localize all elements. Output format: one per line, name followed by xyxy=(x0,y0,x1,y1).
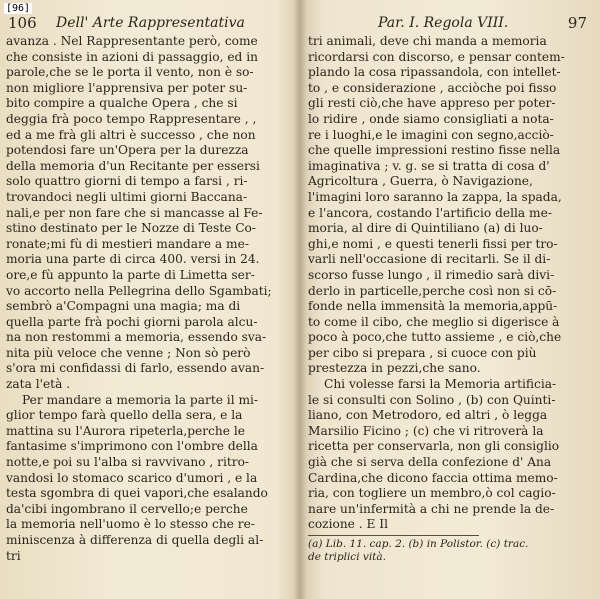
left-page-number: 106 xyxy=(8,14,37,32)
text-line: non migliore l'apprensiva per poter su- xyxy=(6,80,248,95)
left-running-head xyxy=(6,12,291,34)
book-gutter xyxy=(293,0,307,599)
right-body-text xyxy=(308,34,593,533)
text-line: per cibo si prepara , si cuoce con più xyxy=(308,345,537,360)
text-line: avanza . Nel Rappresentante però, come xyxy=(6,34,258,48)
right-running-title: Par. I. Regola VIII. xyxy=(378,15,509,31)
text-line: già che si serva della confezione d' Ana xyxy=(308,455,552,470)
text-line: che consiste in azioni di passaggio, ed in xyxy=(6,49,258,64)
text-line: da'cibi ingombrano il cervello;e perche xyxy=(6,501,248,516)
text-line: stino destinato per le Nozze di Teste Co- xyxy=(6,221,257,236)
right-page-number: 97 xyxy=(567,14,587,32)
right-page xyxy=(308,12,593,597)
footnote-line: (a) Lib. 11. cap. 2. (b) in Polistor. (c) trac. xyxy=(308,538,529,550)
text-line: vo accorto nella Pellegrina dello Sgambati; xyxy=(6,283,272,298)
left-running-title: Dell' Arte Rappresentativa xyxy=(56,15,245,31)
text-line: na non restommi a memoria, essendo sva- xyxy=(6,330,267,345)
text-line: deggia frà poco tempo Rappresentare , , xyxy=(6,111,257,126)
text-line: tri animali, deve chi manda a memoria xyxy=(308,34,547,48)
scan-page-label: [96] xyxy=(6,3,31,14)
text-line: ronate;mi fù di mestieri mandare a me- xyxy=(6,236,249,251)
text-line: scorso fusse lungo , il rimedio sarà divi- xyxy=(308,267,555,282)
text-line: nare un'infermità a chi ne prende la de- xyxy=(308,501,555,516)
text-line: bito compire a qualche Opera , che si xyxy=(6,96,238,111)
left-body-text xyxy=(6,34,291,564)
text-line: ed a me frà gli altri è successo , che non xyxy=(6,127,256,142)
text-line: solo quattro giorni di tempo a farsi , ri- xyxy=(6,174,248,189)
text-line: Chi volesse farsi la Memoria artificia- xyxy=(324,377,557,392)
text-line: poco à poco,che tutto assieme , e ciò,che xyxy=(308,330,562,345)
text-line: Per mandare a memoria la parte il mi- xyxy=(22,392,259,407)
text-line: ghi,e nomi , e questi tenerli fissi per tro- xyxy=(308,236,558,251)
text-line: prestezza in pezzi,che sano. xyxy=(308,361,481,376)
text-line: vandosi lo stomaco scarico d'umori , e la xyxy=(6,470,258,485)
text-line: nali,e per non fare che si mancasse al Fe- xyxy=(6,205,263,220)
footnote-rule xyxy=(308,535,479,536)
text-line: Agricoltura , Guerra, ò Navigazione, xyxy=(308,174,533,189)
text-line: to , e considerazione , acciòche poi fisso xyxy=(308,80,557,95)
text-line: trovandoci negli ultimi giorni Baccana- xyxy=(6,189,248,204)
text-line: zata l'età . xyxy=(6,377,71,392)
text-line: parole,che se le porta il vento, non è so- xyxy=(6,65,254,80)
text-line: e l'ancora, costando l'artificio della me- xyxy=(308,205,552,220)
text-line: notte,e poi su l'alba si ravvivano , ritro- xyxy=(6,455,250,470)
text-line: imaginativa ; v. g. se si tratta di cosa d' xyxy=(308,158,550,173)
text-line: ore,e fù appunto la parte di Limetta ser- xyxy=(6,267,255,282)
text-line: la memoria nell'uomo è lo stesso che re- xyxy=(6,517,255,532)
text-line: sembrò a'Compagni una magia; ma di xyxy=(6,299,241,314)
text-line: l'imagini loro saranno la zappa, la spada, xyxy=(308,189,562,204)
text-line: glior tempo farà quello della sera, e la xyxy=(6,408,243,423)
text-line: Marsilio Ficino ; (c) che vi ritroverà la xyxy=(308,423,544,438)
text-line: lo ridire , onde siamo consigliati a nota- xyxy=(308,111,554,126)
text-line: testa sgombra di quei vapori,che esalando xyxy=(6,486,268,501)
text-line: gli resti ciò,che have appreso per poter- xyxy=(308,96,556,111)
text-line: re i luoghi,e le imagini con segno,acciò- xyxy=(308,127,554,142)
text-line: Cardina,che dicono faccia ottima memo- xyxy=(308,470,558,485)
text-line: che quelle impressioni restino fisse nella xyxy=(308,143,561,158)
footnote-line: de triplici vità. xyxy=(308,551,386,563)
text-line: nita più veloce che venne ; Non sò però xyxy=(6,345,251,360)
text-line: quella parte frà pochi giorni parola alcu- xyxy=(6,314,258,329)
left-page xyxy=(6,12,291,597)
text-line: varli nell'occasione di recitarli. Se il di- xyxy=(308,252,551,267)
text-line: liano, con Metrodoro, ed altri , ò legga xyxy=(308,408,548,423)
text-line: s'ora mi confidassi di farlo, essendo avan- xyxy=(6,361,265,376)
text-line: plando la cosa ripassandola, con intellet- xyxy=(308,65,561,80)
text-line: della memoria d'un Recitante per essersi xyxy=(6,158,260,173)
text-line: mattina su l'Aurora ripeterla,perche le xyxy=(6,423,245,438)
text-line: cozione . E Il xyxy=(308,517,388,532)
footnotes xyxy=(308,538,593,564)
text-line: miniscenza à differenza di quella degli al- xyxy=(6,533,264,547)
text-line: potendosi fare un'Opera per la durezza xyxy=(6,143,249,158)
text-line: fonde nella immensità la memoria,appū- xyxy=(308,299,558,314)
text-line: to come il cibo, che meglio si digerisce à xyxy=(308,314,560,329)
text-line: moria, al dire di Quintiliano (a) di luo- xyxy=(308,221,543,236)
text-line: fantasime s'imprimono con l'ombre della xyxy=(6,439,258,454)
text-line: le si consulti con Solino , (b) con Quinti- xyxy=(308,392,556,407)
text-line: ricordarsi con discorso, e pensar contem- xyxy=(308,49,565,64)
text-line: moria una parte di circa 400. versi in 24. xyxy=(6,252,260,267)
text-line: tri xyxy=(6,548,21,563)
text-line: derlo in particelle,perche così non si cō- xyxy=(308,283,557,298)
text-line: ricetta per conservarla, non gli consiglio xyxy=(308,439,560,454)
text-line: ria, con togliere un membro,ò col cagio- xyxy=(308,486,556,501)
right-running-head xyxy=(308,12,593,34)
